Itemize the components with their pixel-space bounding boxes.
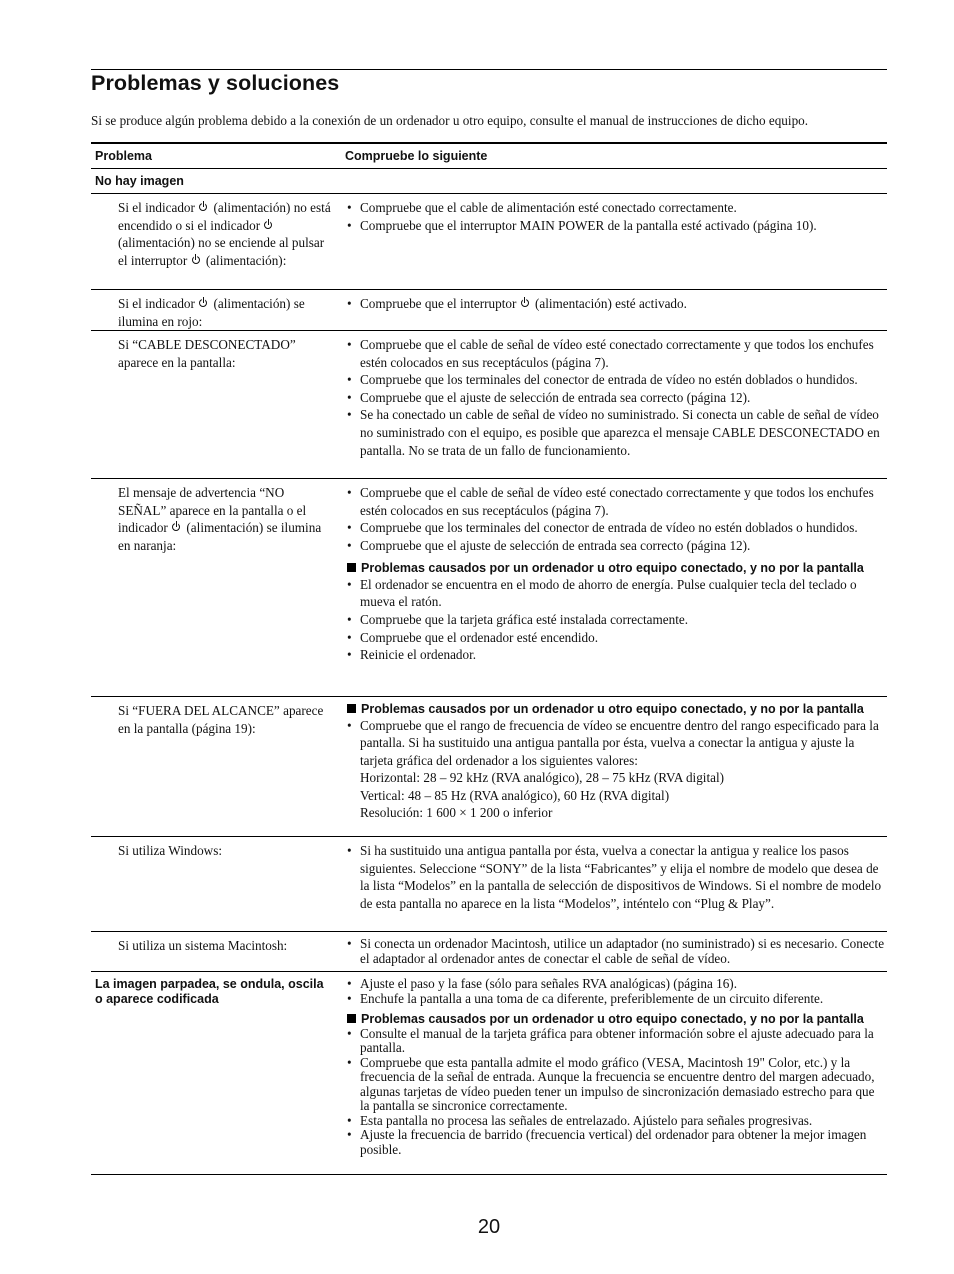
- power-icon: [199, 298, 209, 309]
- list-item: • El ordenador se encuentra en el modo de ahorro de energía. Pulse cualquier tecla del teclado o mueva el ratón.: [347, 576, 887, 611]
- check-cell: [341, 336, 887, 472]
- check-cell: [341, 937, 887, 965]
- list-item: • Compruebe que el interruptor MAIN POWER de la pantalla esté activado (página 10).: [347, 217, 887, 235]
- list-item: • Compruebe que los terminales del conector de entrada de vídeo no estén doblados o hundidos.: [347, 519, 887, 537]
- table-row: [91, 696, 887, 836]
- header-problem: Problema: [95, 149, 152, 163]
- table-row: [91, 836, 887, 931]
- subheading: Problemas causados por un ordenador u otro equipo conectado, y no por la pantalla: [347, 1012, 887, 1027]
- check-cell: [341, 199, 887, 283]
- list-item: • Compruebe que el ajuste de selección de entrada sea correcto (página 12).: [347, 537, 887, 555]
- check-list: [347, 336, 887, 459]
- list-item: • Si ha sustituido una antigua pantalla por ésta, vuelva a conectar la antigua y realice los pasos siguientes. Seleccione “SONY” de la lista “Fabricantes” y elija el nombre de modelo que desea de la lista “Modelos” en la pantalla de selección de dispositivos de Windows. Si el nombre de modelo de esta pantalla no aparece en la lista “Modelos”, inténtelo con “Plug & Play”.: [347, 842, 887, 912]
- header-check: Compruebe lo siguiente: [345, 149, 488, 163]
- power-icon: [172, 522, 182, 533]
- square-bullet-icon: [347, 704, 356, 713]
- page-number: 20: [477, 1216, 501, 1238]
- list-item: • Compruebe que el cable de alimentación esté conectado correctamente.: [347, 199, 887, 217]
- square-bullet-icon: [347, 563, 356, 572]
- list-item: • Compruebe que el cable de señal de vídeo esté conectado correctamente y que todos los enchufes estén colocados en sus receptáculos (página 7).: [347, 336, 887, 371]
- list-item: • Ajuste el paso y la fase (sólo para señales RVA analógicas) (página 16).: [347, 977, 887, 992]
- square-bullet-icon: [347, 1014, 356, 1023]
- table-row: [91, 478, 887, 696]
- list-item: • Compruebe que esta pantalla admite el modo gráfico (VESA, Macintosh 19" Color, etc.) y la frecuencia de la señal de entrada. Aunque la frecuencia se encuentre dentro del margen adecuado, algunas tarjetas de vídeo pueden tener un impulso de sincronización demasiado estrecho para que la pantalla se sincronice correctamente.: [347, 1056, 887, 1114]
- intro-text: Si se produce algún problema debido a la conexión de un ordenador u otro equipo, consulte el manual de instrucciones de dicho equipo.: [91, 113, 809, 128]
- table-header: [91, 144, 887, 169]
- list-item: • Ajuste la frecuencia de barrido (frecuencia vertical) del ordenador para obtener la mejor imagen posible.: [347, 1128, 887, 1157]
- power-icon: [199, 202, 209, 213]
- list-item: • Esta pantalla no procesa las señales de entrelazado. Ajústelo para señales progresivas.: [347, 1114, 887, 1129]
- check-list: [347, 1027, 887, 1158]
- check-list: [347, 717, 887, 770]
- list-item: • Reinicie el ordenador.: [347, 646, 887, 664]
- check-list: [347, 295, 887, 313]
- power-icon: [521, 298, 531, 309]
- list-item: • Compruebe que el interruptor (alimentación) esté activado.: [347, 295, 887, 313]
- list-item: • Enchufe la pantalla a una toma de ca diferente, preferiblemente de un circuito diferente.: [347, 992, 887, 1007]
- troubleshooting-table: [91, 142, 887, 1175]
- check-cell: [341, 484, 887, 690]
- check-cell: [341, 977, 887, 1168]
- list-item: • Compruebe que la tarjeta gráfica esté instalada correctamente.: [347, 611, 887, 629]
- check-cell: [341, 842, 887, 925]
- check-list: [347, 977, 887, 1006]
- list-item: • Compruebe que los terminales del conector de entrada de vídeo no estén doblados o hundidos.: [347, 371, 887, 389]
- problem-cell: Si el indicador (alimentación) no está encendido o si el indicador (alimentación) no se enciende al pulsar el interruptor (alimentación):: [118, 200, 331, 268]
- problem-cell: Si “FUERA DEL ALCANCE” aparece en la pantalla (página 19):: [118, 703, 324, 736]
- list-item: • Si conecta un ordenador Macintosh, utilice un adaptador (no suministrado) si es necesario. Conecte el adaptador al ordenador antes de conectar el cable de señal de vídeo.: [347, 937, 887, 966]
- problem-cell: Si el indicador (alimentación) se ilumina en rojo:: [118, 296, 305, 329]
- list-item: • Consulte el manual de la tarjeta gráfica para obtener información sobre el ajuste adecuado para la pantalla.: [347, 1027, 887, 1056]
- table-row: [91, 330, 887, 478]
- problem-cell: Si “CABLE DESCONECTADO” aparece en la pantalla:: [118, 337, 296, 370]
- check-list: [347, 484, 887, 554]
- subheading: Problemas causados por un ordenador u otro equipo conectado, y no por la pantalla: [347, 561, 887, 576]
- value-resolution: Resolución: 1 600 × 1 200 o inferior: [360, 805, 553, 821]
- list-item: • Compruebe que el cable de señal de vídeo esté conectado correctamente y que todos los enchufes estén colocados en sus receptáculos (página 7).: [347, 484, 887, 519]
- check-list: [347, 199, 887, 234]
- problem-cell: Si utiliza un sistema Macintosh:: [118, 938, 288, 953]
- check-list: [347, 842, 887, 912]
- table-row: [91, 289, 887, 330]
- value-horizontal: Horizontal: 28 – 92 kHz (RVA analógico), 28 – 75 kHz (RVA digital): [360, 770, 725, 786]
- section-no-image: No hay imagen: [91, 169, 887, 194]
- problem-cell: El mensaje de advertencia “NO SEÑAL” aparece en la pantalla o el indicador (alimentación) se ilumina en naranja:: [118, 485, 322, 553]
- check-list: [347, 937, 887, 966]
- check-cell: [341, 702, 887, 830]
- power-icon: [192, 255, 202, 266]
- list-item: • Compruebe que el ordenador esté encendido.: [347, 629, 887, 647]
- list-item: • Compruebe que el ajuste de selección de entrada sea correcto (página 12).: [347, 389, 887, 407]
- table-row: [91, 194, 887, 289]
- table-row: [91, 971, 887, 1174]
- power-icon: [264, 220, 274, 231]
- top-rule: [91, 69, 887, 70]
- value-vertical: Vertical: 48 – 85 Hz (RVA analógico), 60 Hz (RVA digital): [360, 787, 670, 803]
- values-list: [347, 769, 887, 822]
- list-item: • Se ha conectado un cable de señal de vídeo no suministrado. Si conecta un cable de señal de vídeo no suministrado con el equipo, es posible que aparezca el mensaje CABLE DESCONECTADO en pantalla. No se trata de un fallo de funcionamiento.: [347, 406, 887, 459]
- list-item: • Compruebe que el rango de frecuencia de vídeo se encuentre dentro del rango especificado para la pantalla. Si ha sustituido una antigua pantalla por ésta, vuelva a conectar la antigua y ajuste la tarjeta gráfica del ordenador a los siguientes valores:: [347, 717, 887, 770]
- problem-cell: La imagen parpadea, se ondula, oscila o aparece codificada: [95, 977, 324, 1006]
- page-title: Problemas y soluciones: [91, 71, 340, 95]
- subheading: Problemas causados por un ordenador u otro equipo conectado, y no por la pantalla: [347, 702, 887, 717]
- table-row: [91, 931, 887, 971]
- check-list: [347, 576, 887, 664]
- problem-cell: Si utiliza Windows:: [118, 843, 222, 858]
- check-cell: [341, 295, 887, 324]
